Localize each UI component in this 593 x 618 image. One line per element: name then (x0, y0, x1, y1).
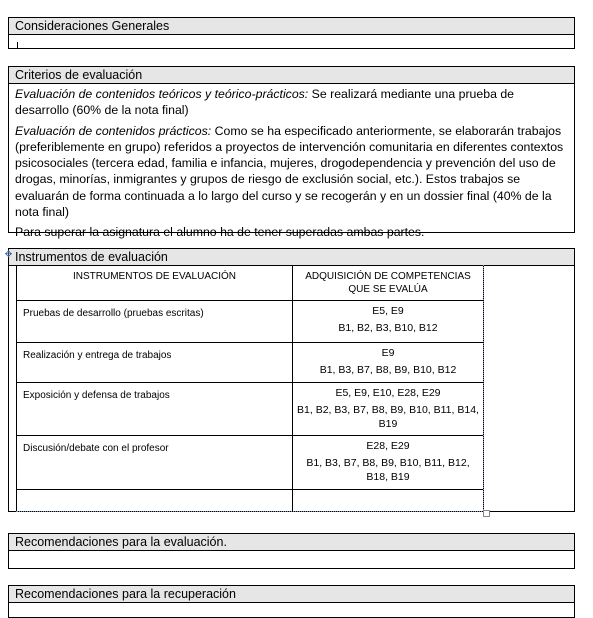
competencias-e: E9 (381, 347, 395, 359)
paragraph-text: Se realizará mediante una prueba de desarrollo (60% de la nota final) (15, 87, 515, 118)
competencias-cell (293, 383, 484, 436)
empty-cell[interactable] (293, 490, 484, 512)
table-boundary-bottom (16, 511, 484, 512)
section-body (9, 84, 574, 241)
section-recomendaciones-recuperacion (8, 585, 575, 618)
section-recomendaciones-evaluacion (8, 533, 575, 569)
table-resize-handle[interactable] (483, 510, 490, 517)
table-header-row (17, 266, 484, 301)
table-row (17, 301, 484, 343)
table-boundary-right (483, 265, 484, 512)
section-consideraciones-generales (8, 17, 575, 49)
instrument-cell: Realización y entrega de trabajos (17, 343, 293, 383)
section-criterios-evaluacion (8, 66, 575, 240)
paragraph-superar: Para superar la asignatura el alumno ha de tener superadas ambas partes. (15, 225, 425, 240)
section-instrumentos-evaluacion (4, 248, 575, 512)
section-title: Consideraciones Generales (9, 18, 574, 35)
section-title: Criterios de evaluación (9, 67, 574, 84)
section-title: Recomendaciones para la recuperación (9, 586, 574, 603)
evaluation-table (16, 265, 484, 512)
competencias-e: E5, E9, E10, E28, E29 (335, 387, 441, 399)
section-title: Recomendaciones para la evaluación. (9, 534, 574, 551)
paragraph-teoricos (15, 86, 568, 119)
instrument-cell: Exposición y defensa de trabajos (17, 383, 293, 436)
competencias-b: B1, B2, B3, B10, B12 (338, 322, 438, 334)
label-italic: Evaluación de contenidos prácticos: (15, 123, 212, 138)
table-row (17, 383, 484, 436)
paragraph-text: Como se ha especificado anteriormente, se elaborarán trabajos (preferiblemente en grupo) referidos a proyectos de intervención comunitaria en diferentes contextos psicosociales (tercera edad, familia e infancia, mujeres, drogodependencia y prevención del uso de drogas, minorías, inmigrantes y grupos de riesgo de exclusión social, etc.). Estos trabajos se evaluarán de forma continuada a lo largo del curso y se recogerán y en un dossier final (40% de la nota final) (15, 123, 564, 220)
competencias-cell (293, 343, 484, 383)
competencias-cell (293, 301, 484, 343)
empty-cell[interactable] (17, 490, 293, 512)
col-header-competencias: ADQUISICIÓN DE COMPETENCIAS QUE SE EVALÚA (293, 266, 484, 301)
instrument-cell: Discusión/debate con el profesor (17, 436, 293, 490)
col-header-instrumentos: INSTRUMENTOS DE EVALUACIÓN (17, 266, 293, 301)
table-row (17, 436, 484, 490)
table-move-icon[interactable]: ✥ (4, 249, 13, 259)
table-row (17, 343, 484, 383)
competencias-e: E28, E29 (366, 440, 410, 452)
competencias-b: B1, B3, B7, B8, B9, B10, B12 (319, 364, 457, 376)
section-title: Instrumentos de evaluación (9, 249, 574, 266)
competencias-b: B1, B3, B7, B8, B9, B10, B11, B12, B18, B19 (306, 457, 470, 483)
competencias-e: E5, E9 (372, 305, 404, 317)
instrument-cell: Pruebas de desarrollo (pruebas escritas) (17, 301, 293, 343)
label-italic: Evaluación de contenidos teóricos y teórico-prácticos: (15, 87, 309, 101)
text-cursor (17, 42, 18, 49)
competencias-b: B1, B2, B3, B7, B8, B9, B10, B11, B14, B19 (297, 404, 479, 430)
table-row-empty (17, 490, 484, 512)
paragraph-practicos (15, 123, 568, 221)
competencias-cell (293, 436, 484, 490)
